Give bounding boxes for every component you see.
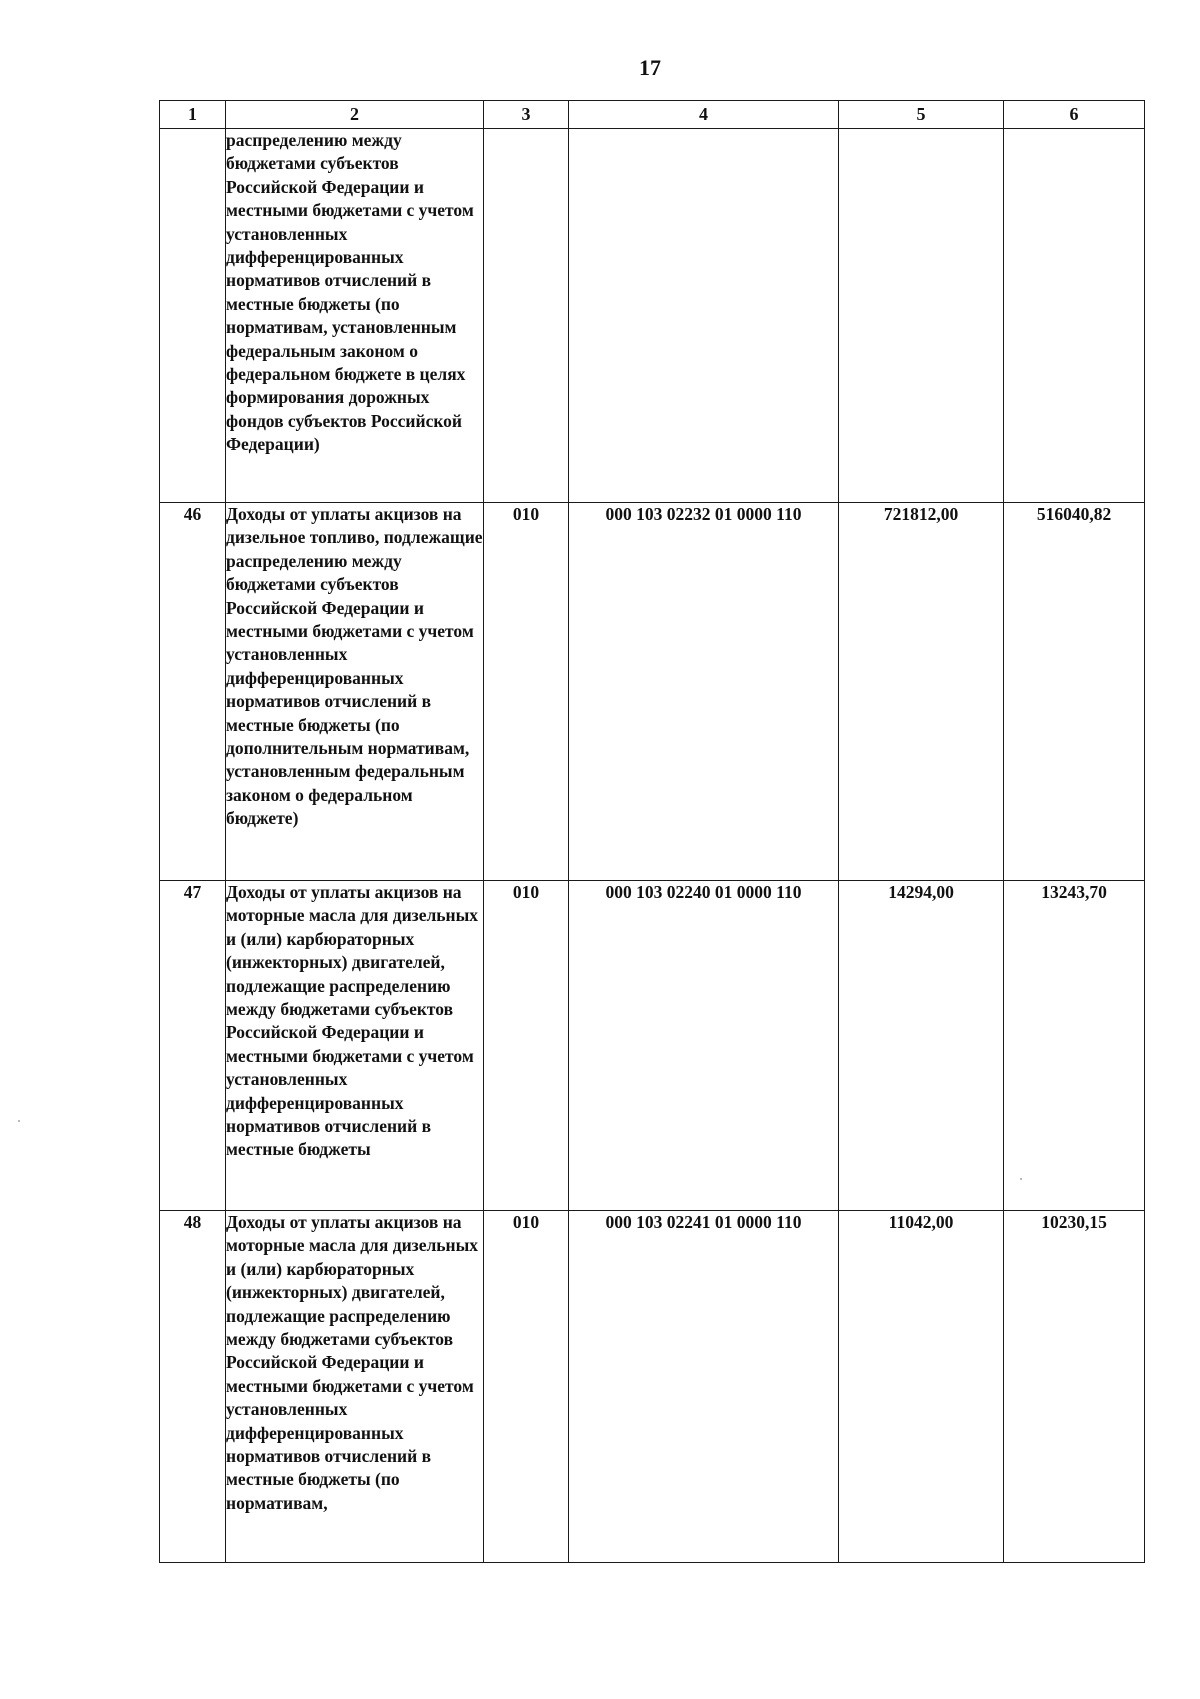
actual-amount: 516040,82 — [1004, 503, 1145, 881]
row-number — [160, 129, 226, 503]
header-col-6: 6 — [1004, 101, 1145, 129]
header-col-2: 2 — [226, 101, 484, 129]
revenue-name: Доходы от уплаты акцизов на дизельное топливо, подлежащие распределению между бюджетами субъектов Российской Федерации и местными бюджетами с учетом установленных дифференцированных нормативов отчислений в местные бюджеты (по дополнительным нормативам, установленным федеральным законом о федеральном бюджете) — [226, 503, 484, 881]
scan-speck — [1020, 1178, 1022, 1180]
header-col-3: 3 — [484, 101, 569, 129]
table-header-row — [160, 101, 1145, 129]
planned-amount — [839, 129, 1004, 503]
admin-code: 010 — [484, 1211, 569, 1563]
row-number: 48 — [160, 1211, 226, 1563]
budget-classification-code: 000 103 02241 01 0000 110 — [569, 1211, 839, 1563]
table-row — [160, 1211, 1145, 1563]
actual-amount: 10230,15 — [1004, 1211, 1145, 1563]
revenue-name: распределению между бюджетами субъектов Российской Федерации и местными бюджетами с учетом установленных дифференцированных нормативов отчислений в местные бюджеты (по нормативам, установленным федеральным законом о федеральном бюджете в целях формирования дорожных фондов субъектов Российской Федерации) — [226, 129, 484, 503]
actual-amount — [1004, 129, 1145, 503]
budget-classification-code — [569, 129, 839, 503]
table-row — [160, 129, 1145, 503]
table-row — [160, 503, 1145, 881]
actual-amount: 13243,70 — [1004, 881, 1145, 1211]
budget-classification-code: 000 103 02232 01 0000 110 — [569, 503, 839, 881]
header-col-1: 1 — [160, 101, 226, 129]
scan-speck — [18, 1120, 20, 1122]
admin-code: 010 — [484, 503, 569, 881]
planned-amount: 721812,00 — [839, 503, 1004, 881]
revenue-name: Доходы от уплаты акцизов на моторные масла для дизельных и (или) карбюраторных (инжекторных) двигателей, подлежащие распределению между бюджетами субъектов Российской Федерации и местными бюджетами с учетом установленных дифференцированных нормативов отчислений в местные бюджеты — [226, 881, 484, 1211]
row-number: 47 — [160, 881, 226, 1211]
admin-code: 010 — [484, 881, 569, 1211]
table-row — [160, 881, 1145, 1211]
admin-code — [484, 129, 569, 503]
budget-revenue-table — [159, 100, 1145, 1563]
budget-classification-code: 000 103 02240 01 0000 110 — [569, 881, 839, 1211]
header-col-5: 5 — [839, 101, 1004, 129]
page-number: 17 — [639, 55, 661, 80]
planned-amount: 11042,00 — [839, 1211, 1004, 1563]
planned-amount: 14294,00 — [839, 881, 1004, 1211]
row-number: 46 — [160, 503, 226, 881]
revenue-name: Доходы от уплаты акцизов на моторные масла для дизельных и (или) карбюраторных (инжекторных) двигателей, подлежащие распределению между бюджетами субъектов Российской Федерации и местными бюджетами с учетом установленных дифференцированных нормативов отчислений в местные бюджеты (по нормативам, — [226, 1211, 484, 1563]
header-col-4: 4 — [569, 101, 839, 129]
